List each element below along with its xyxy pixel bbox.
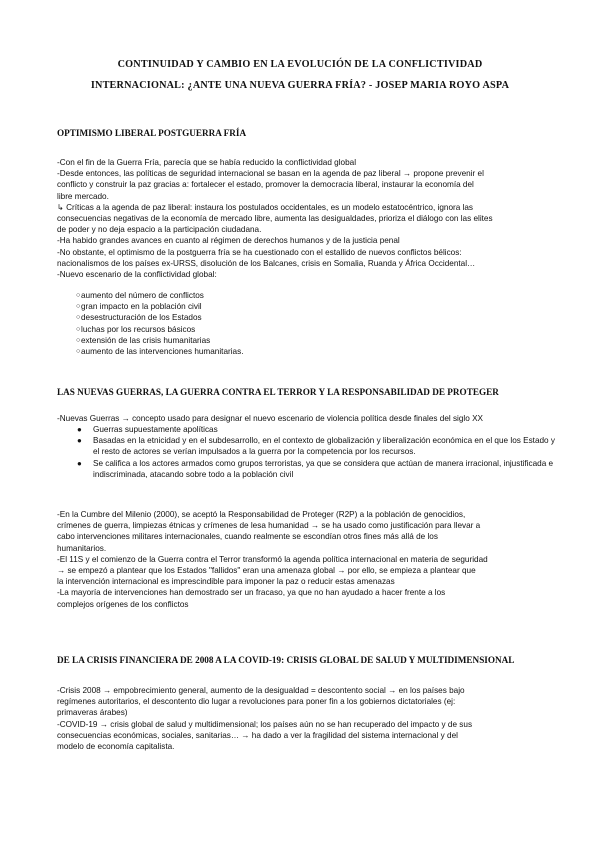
bullet-icon: ● [77,458,82,468]
paragraph-line: humanitarios. [57,543,107,553]
paragraph-line: -Con el fin de la Guerra Fría, parecía que se había reducido la conflictividad global [57,158,357,167]
list-item: ● Basadas en la etnicidad y en el subdesarrollo, en el contexto de globalización y liberalización económica en el que los Estado y el resto de actores se verían impulsados a la guerra por la competencia por los recursos. [77,436,555,457]
paragraph-line: -COVID-19 → crisis global de salud y multidimensional; los países aún no se han recuperado del impacto y de sus [57,719,473,729]
paragraph-line: -Ha habido grandes avances en cuanto al régimen de derechos humanos y de la justicia penal [57,236,400,246]
paragraph-line: complejos orígenes de los conflictos [57,599,189,609]
paragraph-line: -En la Cumbre del Milenio (2000), se aceptó la Responsabilidad de Proteger (R2P) a la población de genocidios, [57,510,466,519]
title-line-1: CONTINUIDAD Y CAMBIO EN LA EVOLUCIÓN DE LA CONFLICTIVIDAD [117,59,483,70]
bullet-icon: ● [77,425,82,434]
list-item: ○ gran impacto en la población civil [76,302,202,312]
paragraph-line: modelo de economía capitalista. [57,742,175,752]
circle-bullet-icon: ○ [76,314,81,322]
paragraph-line: -La mayoría de intervenciones han demostrado ser un fracaso, ya que no han ayudado a hacer frente a los [57,588,446,598]
paragraph-line: consecuencias negativas de la economía de mercado libre, aumenta las desigualdades, prioriza el diálogo con las elites [57,214,493,224]
paragraph-line: crímenes de guerra, limpiezas étnicas y crímenes de lesa humanidad → se ha usado como justificación para llevar a [57,521,481,531]
section-heading-3: DE LA CRISIS FINANCIERA DE 2008 A LA COVID-19: CRISIS GLOBAL DE SALUD Y MULTIDIMENSIONAL [57,655,515,665]
title-line-2: INTERNACIONAL: ¿ANTE UNA NUEVA GUERRA FRÍA? - JOSEP MARIA ROYO ASPA [90,80,510,91]
section-1-body [57,157,557,280]
section-3-body [57,685,557,752]
paragraph-line: cabo intervenciones militares internacionales, cuando realmente se escondían otros fines más allá de los [57,532,438,542]
bullet-icon: ● [77,436,82,446]
paragraph-line: primaveras árabes) [57,708,128,718]
circle-bullet-icon: ○ [76,348,81,356]
list-item: ○ luchas por los recursos básicos [76,324,196,334]
circle-bullet-icon: ○ [76,292,81,299]
section-2-intro [57,413,557,424]
paragraph-line: -El 11S y el comienzo de la Guerra contra el Terror transformó la agenda política internacional en materia de seguridad [57,554,488,564]
paragraph-line: libre mercado. [57,191,109,201]
paragraph-line: → se empezó a plantear que los Estados "fallidos" eran una amenaza global → por ello, se empieza a plantear que [57,566,476,576]
new-wars-list [77,424,557,480]
section-2-body [57,509,557,610]
paragraph-line: -Desde entonces, las políticas de seguridad internacional se basan en la agenda de paz liberal → propone prevenir el [57,169,484,179]
paragraph-line: -Nuevas Guerras → concepto usado para designar el nuevo escenario de violencia política desde finales del siglo XX [57,414,484,423]
paragraph-line: la intervención internacional es imprescindible para imponer la paz o reducir estas amenazas [57,577,395,587]
section-heading-1: OPTIMISMO LIBERAL POSTGUERRA FRÍA [57,128,247,138]
paragraph-line: regímenes autoritarios, el descontento dio lugar a revoluciones para poner fin a los gobiernos dictatoriales (ej: [57,697,456,707]
paragraph-line: nacionalismos de los países ex-URSS, disolución de los Balcanes, crisis en Somalia, Ruanda y África Occidental… [57,258,476,268]
list-item: ○ aumento de las intervenciones humanitarias. [76,347,244,357]
paragraph-line: -Nuevo escenario de la conflictividad global: [57,270,217,280]
circle-bullet-icon: ○ [76,336,81,344]
paragraph-line: consecuencias económicas, sociales, sanitarias… → ha dado a ver la fragilidad del sistema internacional y del [57,730,458,740]
circle-bullet-icon: ○ [76,325,81,333]
list-item: ● Se califica a los actores armados como grupos terroristas, ya que se considera que actúan de manera irracional, injustificada e indiscriminada, atacando sobre todo a la población civil [77,458,554,479]
section-heading-2: LAS NUEVAS GUERRAS, LA GUERRA CONTRA EL TERROR Y LA RESPONSABILIDAD DE PROTEGER [57,387,499,397]
list-item: ● Guerras supuestamente apolíticas [77,425,218,434]
paragraph-line: de poder y no deja espacio a la participación ciudadana. [57,225,262,235]
paragraph-line: ↳ Críticas a la agenda de paz liberal: instaura los postulados occidentales, es un modelo estatocéntrico, ignora las [57,202,474,212]
circle-bullet-icon: ○ [76,303,81,311]
conflict-scenario-list [57,290,557,357]
list-item: ○ aumento del número de conflictos [76,291,204,300]
paragraph-line: -Crisis 2008 → empobrecimiento general, aumento de la desigualdad = descontento social → en los países bajo [57,686,465,695]
paragraph-line: -No obstante, el optimismo de la postguerra fría se ha cuestionado con el estallido de nuevos conflictos bélicos: [57,247,462,257]
list-item: ○ extensión de las crisis humanitarias [76,335,211,345]
list-item: ○ desestructuración de los Estados [76,313,202,323]
paragraph-line: conflicto y construir la paz gracias a: fortalecer el estado, promover la democracia liberal, instaurar la economía del [57,180,474,190]
